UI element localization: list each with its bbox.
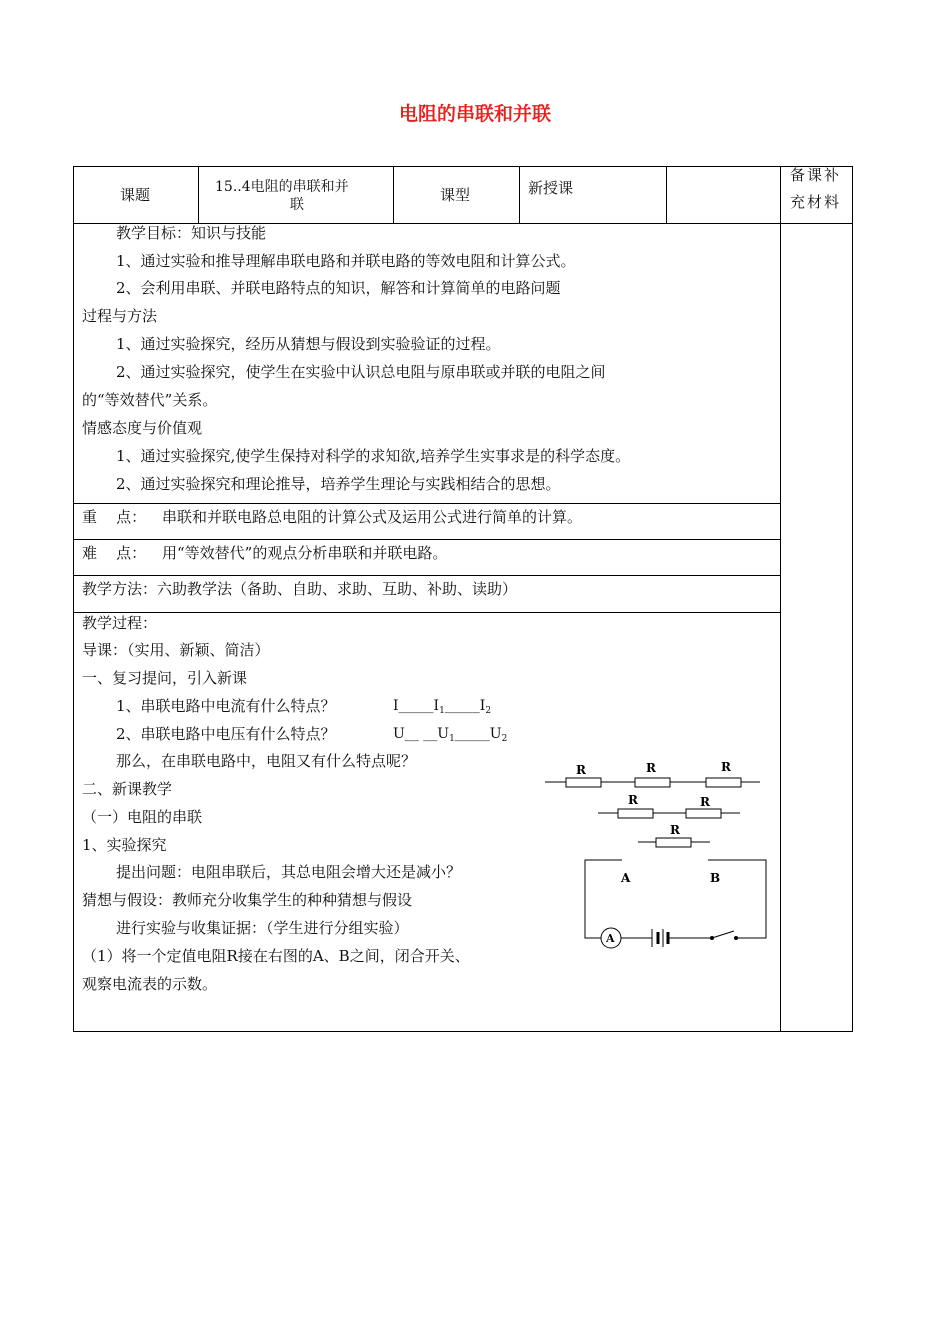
objective-line: 情感态度与价值观 [82,419,203,437]
objective-line: 1、通过实验探究,使学生保持对科学的求知欲,培养学生实事求是的科学态度。 [116,447,631,465]
process-line: 导课：（实用、新颖、简洁） [82,641,270,659]
header-notes-label-cont: 充材料 [790,193,842,211]
process-heading: 教学过程： [82,614,158,632]
resistor-label: R [628,793,638,807]
keypoint-label: 重 点： [82,508,147,526]
difficulty-text: 用“等效替代”的观点分析串联和并联电路。 [162,544,448,562]
resistor-label: R [576,763,586,777]
process-line: 进行实验与收集证据：（学生进行分组实验） [116,919,409,937]
teaching-method: 教学方法：六助教学法（备助、自助、求助、互助、补助、读助） [82,580,518,598]
objective-line: 2、通过实验探究和理论推导，培养学生理论与实践相结合的思想。 [116,475,561,493]
switch-contact [735,937,738,940]
process-line: 猜想与假设：教师充分收集学生的种种猜想与假设 [82,891,413,909]
switch-icon [712,931,734,938]
header-topic-label: 课题 [120,186,151,204]
process-line: （1）将一个定值电阻R接在右图的A、B之间，闭合开关、 [82,947,470,965]
resistor-label: R [721,760,731,774]
header-topic-value-cont: 联 [290,197,304,213]
objective-line: 1、通过实验和推导理解串联电路和并联电路的等效电阻和计算公式。 [116,252,576,270]
objective-line: 2、会利用串联、并联电路特点的知识，解答和计算简单的电路问题 [116,279,561,297]
current-formula: $I\_\_\_\_\_I_1\_\_\_\_\_I_2$ [393,698,492,716]
resistor [635,778,670,787]
switch-contact [711,937,714,940]
process-question: 1、串联电路中电流有什么特点？ [116,697,336,715]
header-topic-value: 15..4电阻的串联和并 [215,179,349,195]
resistor [686,809,721,818]
process-question: 2、串联电路中电压有什么特点？ [116,725,336,743]
objective-line: 2、通过实验探究，使学生在实验中认识总电阻与原串联或并联的电阻之间 [116,363,606,381]
process-line: 二、新课教学 [82,780,173,798]
header-notes-label: 备课补 [790,166,842,184]
ammeter-label: A [606,932,615,945]
process-line: 提出问题：电阻串联后，其总电阻会增大还是减小？ [116,863,462,881]
process-line: （一）电阻的串联 [82,808,203,826]
resistor-label: R [670,823,680,837]
header-type-label: 课型 [440,186,471,204]
resistor-label: R [646,761,656,775]
objective-line: 1、通过实验探究，经历从猜想与假设到实验验证的过程。 [116,335,501,353]
keypoint-text: 串联和并联电路总电阻的计算公式及运用公式进行简单的计算。 [162,508,583,526]
resistor-label: R [700,795,710,809]
objectives-heading: 教学目标：知识与技能 [116,224,267,242]
resistor [566,778,601,787]
page-title: 电阻的串联和并联 [398,103,551,125]
voltage-formula: U__ $\_\_U_1\_\_\_\_\_U_2$ [393,726,508,744]
process-line: 观察电流表的示数。 [82,975,218,993]
resistor [656,838,691,847]
terminal-a-label: A [621,871,631,885]
resistor [706,778,741,787]
resistor [618,809,653,818]
terminal-b-label: B [710,871,721,885]
objective-line: 过程与方法 [82,307,158,325]
objective-line: 的“等效替代”关系。 [82,391,218,409]
circuit-wire [585,860,622,938]
process-line: 那么，在串联电路中，电阻又有什么特点呢？ [116,752,417,770]
header-type-value: 新授课 [528,179,574,197]
process-line: 一、复习提问，引入新课 [82,669,248,687]
difficulty-label: 难 点： [82,544,147,562]
process-line: 1、实验探究 [82,836,167,854]
